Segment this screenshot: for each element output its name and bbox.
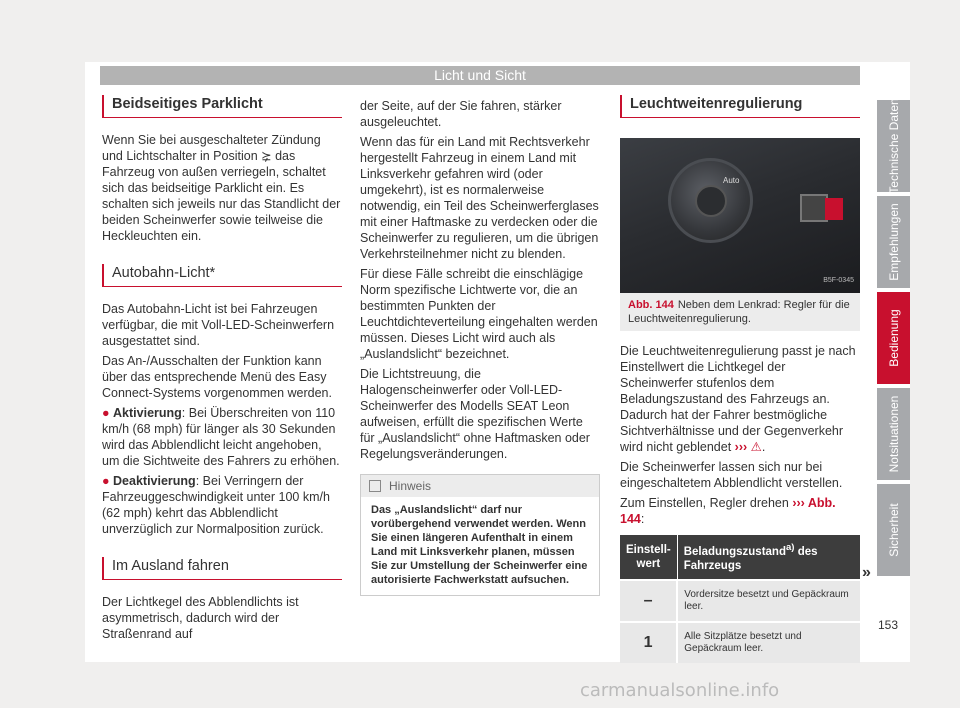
table-cell: Vordersitze besetzt und Gepäckraum leer.: [677, 580, 860, 622]
bullet-text: : Bei Überschreiten von 110 km/h (68 mph) für länger als 30 Sekunden wird das Abblendlicht leicht angehoben, um die Sichtweite des Fahrers zu erhöhen.: [102, 406, 340, 468]
note-title: Hinweis: [389, 479, 432, 493]
tab-label: Notsituationen: [886, 395, 901, 473]
paragraph: Das Autobahn-Licht ist bei Fahrzeugen verfügbar, die mit Voll-LED-Scheinwerfern ausgestattet sind.: [102, 302, 335, 348]
bullet-text: : Bei Verringern der Fahrzeuggeschwindigkeit unter 100 km/h (62 mph) kehrt das Abblendlicht unverzüglich zur Normalposition zurück.: [102, 474, 330, 536]
header-text: Beladungszustand: [683, 545, 786, 558]
table-row: [620, 622, 860, 663]
paragraph: Die Scheinwerfer lassen sich nur bei eingeschaltetem Abblendlicht verstellen.: [620, 460, 843, 490]
headlight-range-control: [800, 194, 828, 222]
range-control-wheel: [825, 198, 843, 220]
tab-notsituationen[interactable]: [877, 388, 910, 480]
figure-code: B5F-0345: [823, 277, 854, 284]
tab-label: Sicherheit: [886, 503, 901, 557]
bullet-icon: ●: [102, 474, 114, 488]
heading-leuchtweitenregulierung: Leuchtweitenregulierung: [620, 95, 860, 118]
table-cell: Alle Sitzplätze besetzt und Gepäckraum leer.: [677, 622, 860, 663]
bullet-aktivierung: [102, 405, 342, 469]
knob-auto-label: Auto: [723, 176, 740, 185]
heading-parklicht: Beidseitiges Parklicht: [102, 95, 342, 118]
paragraph: Wenn das für ein Land mit Rechtsverkehr hergestellt Fahrzeug in einem Land mit Linksverkehr gefahren wird (oder umgekehrt), ist es normalerweise notwendig, ein Teil des Scheinwerferglases mit einer Haftmaske zu verdecken oder die Scheinwerfer zu regulieren, um die übrigen Verkehrsteilnehmer nicht zu blenden.: [360, 135, 599, 261]
tab-empfehlungen[interactable]: [877, 196, 910, 288]
bullet-label: Deaktivierung: [113, 474, 196, 488]
table-header-cell: [677, 535, 860, 580]
bullet-icon: ●: [102, 406, 114, 420]
paragraph-text: Zum Einstellen, Regler drehen: [620, 496, 789, 510]
table-cell: –: [620, 580, 677, 622]
bullet-label: Aktivierung: [113, 406, 182, 420]
bullet-deaktivierung: [102, 473, 342, 537]
table-row: [620, 580, 860, 622]
column-1: [102, 95, 342, 646]
tab-technische-daten[interactable]: [877, 100, 910, 192]
paragraph: Wenn Sie bei ausgeschalteter Zündung und Lichtschalter in Position ⪲ das Fahrzeug von außen verriegeln, schaltet sich das beidseitige Parklicht ein. Es schalten sich jeweils nur das Standlicht der beiden Scheinwerfer sowie teilweise die Heckleuchten ein.: [102, 133, 341, 243]
tab-label: Technische Daten: [886, 98, 901, 194]
tab-label: Empfehlungen: [886, 203, 901, 281]
header-text: des Fahrzeugs: [683, 545, 818, 572]
settings-table: [620, 535, 860, 663]
info-icon: [369, 480, 381, 492]
cross-ref-link[interactable]: ›››: [734, 440, 748, 454]
note-box: [360, 474, 600, 596]
heading-autobahn: Autobahn-Licht*: [102, 264, 342, 287]
knob-center: [695, 185, 727, 217]
paragraph: Die Leuchtweitenregulierung passt je nach Einstellwert die Lichtkegel der Scheinwerfer stufenlos dem Beladungszustand des Fahrzeugs an. Dadurch hat der Fahrer bestmögliche Sichtverhältnisse und der Gegenverkehr wird nicht geblendet ››› ⚠.: [620, 344, 856, 454]
column-3: [620, 95, 860, 663]
paragraph-text: Die Leuchtweitenregulierung passt je nach Einstellwert die Lichtkegel der Scheinwerfer stufenlos dem Beladungszustand des Fahrzeugs an. Dadurch hat der Fahrer bestmögliche Sichtverhältnisse und der Gegenverkehr wird nicht geblendet: [620, 344, 856, 454]
figure-caption: [620, 293, 860, 331]
figure-ref-link[interactable]: ››› Abb. 144: [620, 496, 836, 526]
paragraph: Die Lichtstreuung, die Halogenscheinwerfer oder Voll-LED-Scheinwerfer des Modells SEAT Leon aufweisen, erfüllt die spezifischen Werte für „Auslandslicht“ ohne Haftmasken oder Regelungsveränderungen.: [360, 367, 590, 461]
note-body: Das „Auslandslicht“ darf nur vorübergehend verwendet werden. Wenn Sie einen längeren Aufenthalt in einem Land mit Linksverkehr planen, müssen Sie zur Umstellung der Scheinwerfer eine autorisierte Fachwerkstatt aufsuchen.: [371, 504, 588, 586]
footnote-marker: a): [785, 542, 795, 553]
table-header-row: [620, 535, 860, 580]
light-switch-knob: [668, 158, 753, 243]
paragraph: Der Lichtkegel des Abblendlichts ist asymmetrisch, dadurch wird der Straßenrand auf: [102, 595, 299, 641]
table-cell: 1: [620, 622, 677, 663]
paragraph: Das An-/Ausschalten der Funktion kann über das entsprechende Menü des Easy Connect-Systems vorgenommen werden.: [102, 354, 332, 400]
table-header-cell: Einstell-wert: [620, 535, 677, 580]
column-2: [360, 98, 600, 596]
watermark: carmanualsonline.info: [580, 680, 780, 701]
note-header: [361, 475, 599, 497]
heading-ausland: Im Ausland fahren: [102, 557, 342, 580]
side-tabs: [877, 100, 910, 580]
page-number: 153: [878, 618, 899, 632]
warning-icon: ⚠: [750, 440, 762, 454]
tab-bedienung[interactable]: [877, 292, 910, 384]
page-header: Licht und Sicht: [100, 66, 860, 85]
figure-light-switch: [620, 138, 860, 293]
paragraph: Zum Einstellen, Regler drehen ››› Abb. 144:: [620, 496, 836, 526]
continue-icon: »: [862, 564, 871, 581]
paragraph: Für diese Fälle schreibt die einschlägige Norm spezifische Lichtwerte vor, die an bestimmten Punkten der Leuchtdichteverteilung eingehalten werden müssen. Dieses Licht wird auch als „Auslandslicht“ bezeichnet.: [360, 267, 598, 361]
tab-label: Bedienung: [886, 309, 901, 367]
caption-ref: Abb. 144: [628, 299, 674, 311]
caption-text: Neben dem Lenkrad: Regler für die Leuchtweitenregulierung.: [628, 299, 850, 325]
tab-sicherheit[interactable]: [877, 484, 910, 576]
paragraph: der Seite, auf der Sie fahren, stärker ausgeleuchtet.: [360, 99, 562, 129]
